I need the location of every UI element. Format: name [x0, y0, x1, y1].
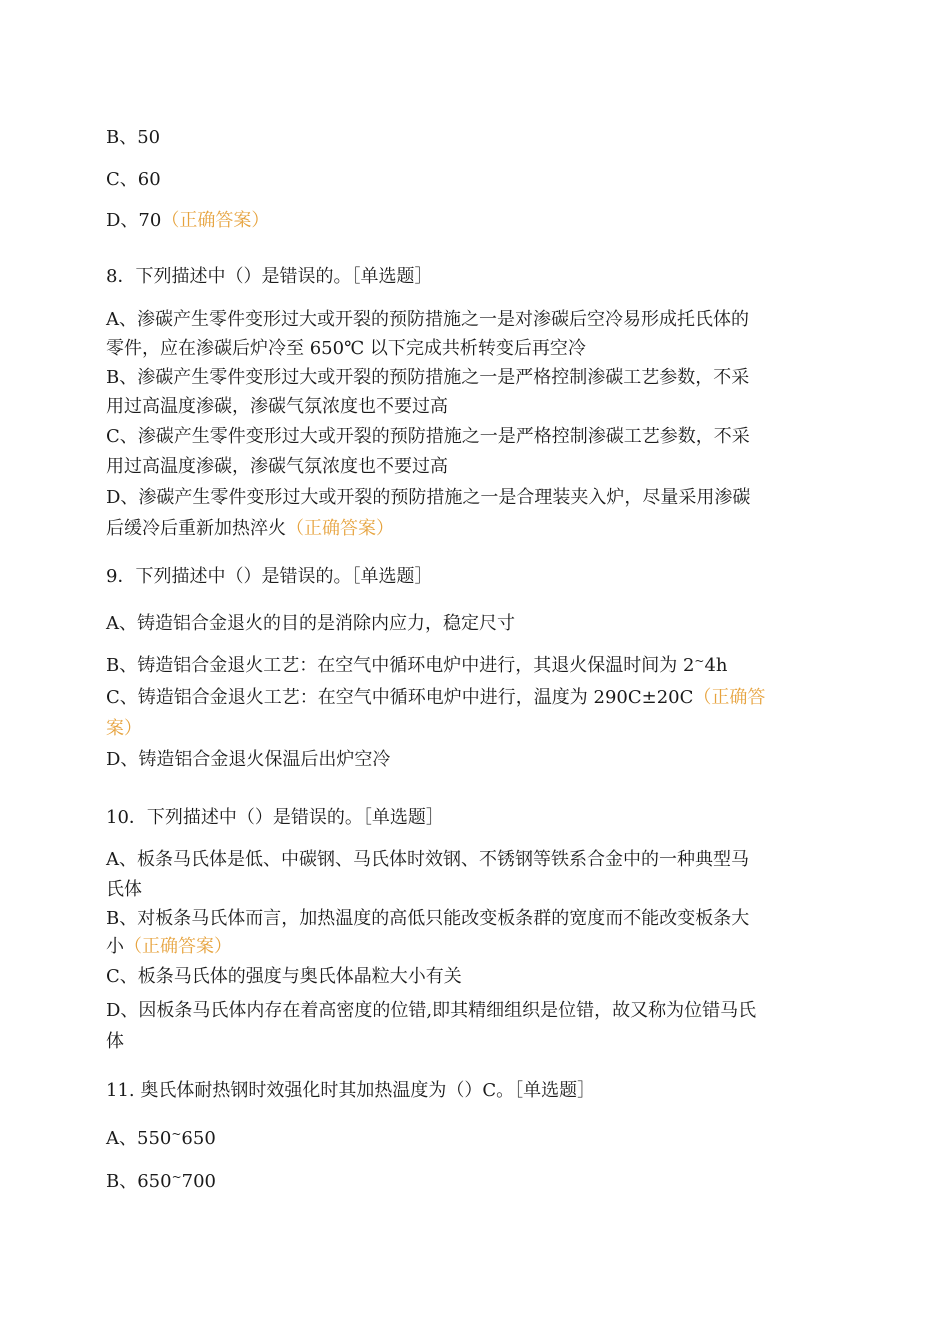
correct-answer-mark: （正确答 [693, 687, 766, 708]
q8-question: 8．下列描述中（）是错误的。［单选题］ [106, 266, 433, 287]
correct-answer-mark: （正确答案） [161, 210, 270, 231]
option-text: B、铸造铝合金退火工艺：在空气中循环电炉中进行，其退火保温时间为 2 [106, 655, 695, 676]
q7-option-b [106, 123, 841, 153]
option-text: 700 [181, 1171, 217, 1192]
option-text: B、50 [106, 127, 161, 148]
q7-option-d [106, 206, 841, 236]
option-text: 后缓冷后重新加热淬火 [106, 518, 286, 539]
q10-question: 10．下列描述中（）是错误的。［单选题］ [106, 807, 444, 828]
q9-option-c-line1 [106, 683, 841, 713]
q8-option-b-line1: B、渗碳产生零件变形过大或开裂的预防措施之一是严格控制渗碳工艺参数，不采 [106, 367, 750, 388]
q9-option-a: A、铸造铝合金退火的目的是消除内应力，稳定尺寸 [106, 613, 515, 634]
range-tilde: ~ [171, 1127, 182, 1141]
option-text: 4h [704, 655, 728, 676]
q10-option-d-line1: D、因板条马氏体内存在着高密度的位错,即其精细组织是位错，故又称为位错马氏 [106, 1000, 757, 1021]
q8-option-c-line2: 用过高温度渗碳，渗碳气氛浓度也不要过高 [106, 456, 448, 477]
option-text: 小 [106, 936, 124, 957]
q9-question: 9．下列描述中（）是错误的。［单选题］ [106, 566, 433, 587]
q7-option-c [106, 165, 841, 195]
option-text: A、550 [106, 1128, 172, 1149]
q8-option-d-line2 [106, 514, 841, 544]
correct-answer-mark: （正确答案） [286, 518, 394, 539]
q10-option-a-line1: A、板条马氏体是低、中碳钢、马氏体时效钢、不锈钢等铁系合金中的一种典型马 [106, 849, 749, 870]
q10-option-b-line2 [106, 932, 841, 962]
q9-option-c-line2 [106, 714, 841, 744]
q8-option-c-line1: C、渗碳产生零件变形过大或开裂的预防措施之一是严格控制渗碳工艺参数，不采 [106, 426, 750, 447]
q11-option-b [106, 1167, 841, 1198]
q8-option-a-line2: 零件，应在渗碳后炉冷至 650℃ 以下完成共析转变后再空冷 [106, 338, 586, 359]
q11-option-a [106, 1124, 841, 1155]
range-tilde: ~ [694, 654, 705, 668]
option-text: 650 [181, 1128, 216, 1149]
q9-option-d: D、铸造铝合金退火保温后出炉空冷 [106, 749, 391, 770]
option-text: C、60 [106, 169, 161, 190]
option-text: B、650 [106, 1171, 172, 1192]
q8-option-d-line1: D、渗碳产生零件变形过大或开裂的预防措施之一是合理装夹入炉，尽量采用渗碳 [106, 487, 751, 508]
q11-question: 11. 奥氏体耐热钢时效强化时其加热温度为（）C。［单选题］ [106, 1080, 596, 1101]
correct-answer-mark: （正确答案） [124, 936, 232, 957]
q10-option-a-line2: 氏体 [106, 879, 142, 900]
q10-option-b-line1: B、对板条马氏体而言，加热温度的高低只能改变板条群的宽度而不能改变板条大 [106, 908, 750, 929]
option-text: D、70 [106, 210, 162, 231]
range-tilde: ~ [171, 1170, 182, 1184]
option-text: C、铸造铝合金退火工艺：在空气中循环电炉中进行，温度为 290C±20C [106, 687, 694, 708]
q10-option-d-line2: 体 [106, 1031, 124, 1052]
q8-option-a-line1: A、渗碳产生零件变形过大或开裂的预防措施之一是对渗碳后空冷易形成托氏体的 [106, 309, 749, 330]
q9-option-b [106, 651, 841, 682]
q10-option-c: C、板条马氏体的强度与奥氏体晶粒大小有关 [106, 966, 462, 987]
q8-option-b-line2: 用过高温度渗碳，渗碳气氛浓度也不要过高 [106, 396, 448, 417]
correct-answer-mark: 案） [106, 718, 142, 739]
